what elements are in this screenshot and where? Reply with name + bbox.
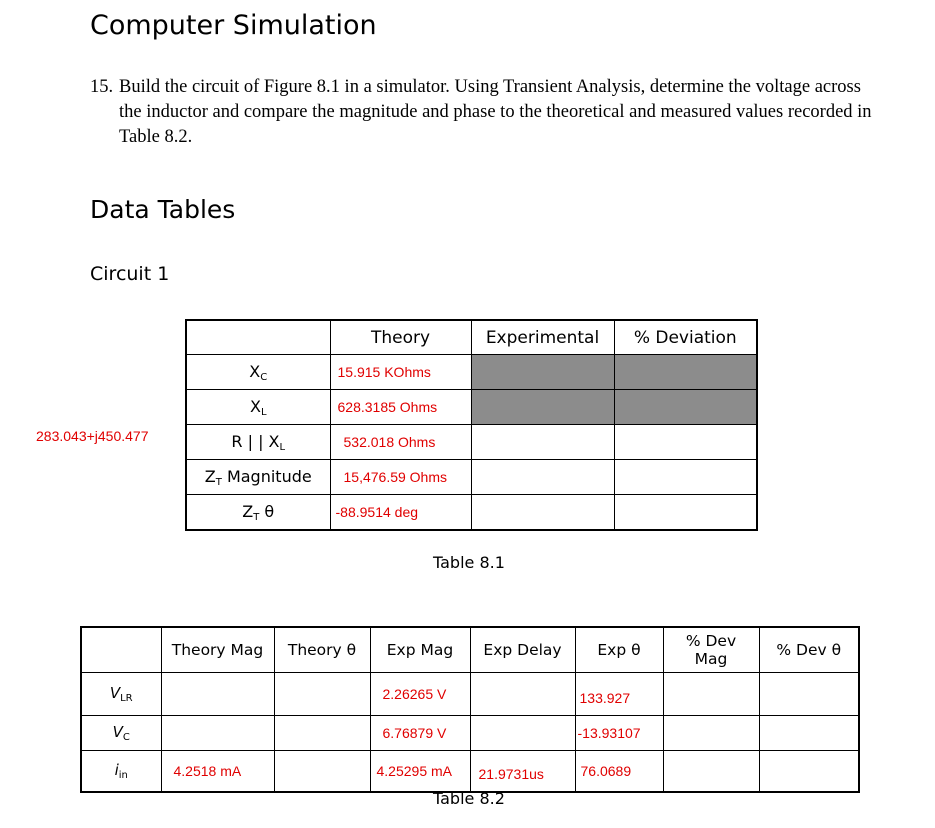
theory-cell[interactable]: 628.3185 Ohms [330,390,471,425]
row-label-vlr: $V_{LR}$ [81,673,161,716]
header-cell-exp-delay: Exp Delay [470,627,575,673]
dev-mag-cell[interactable] [663,673,759,716]
theory-mag-cell[interactable] [161,673,274,716]
dev-mag-cell[interactable] [663,716,759,751]
row-label-xc: $X_C$ [186,355,330,390]
question-15 [90,75,880,150]
table-8-2-caption: Table 8.2 [433,789,505,808]
row-label-xl: $X_L$ [186,390,330,425]
circuit-heading: Circuit 1 [90,263,170,285]
deviation-cell[interactable] [614,460,757,495]
experimental-cell [471,390,614,425]
table-row [81,751,859,793]
deviation-cell[interactable] [614,495,757,531]
table-header-row [81,627,859,673]
experimental-cell [471,355,614,390]
theory-theta-cell[interactable] [274,751,370,793]
theory-mag-cell[interactable] [161,716,274,751]
table-row [186,460,757,495]
header-cell-deviation: % Deviation [614,320,757,355]
header-cell-theory-theta: Theory θ [274,627,370,673]
row-label-iin: $i_{in}$ [81,751,161,793]
table-row [186,355,757,390]
experimental-cell[interactable] [471,495,614,531]
theory-cell[interactable]: 15,476.59 Ohms [330,460,471,495]
table-row [81,716,859,751]
table-row [81,673,859,716]
dev-theta-cell[interactable] [759,716,859,751]
question-text: Build the circuit of Figure 8.1 in a simulator. Using Transient Analysis, determine the voltage across the inductor and compare the magnitude and phase to the theoretical and measured values recorded in Table 8.2. [119,77,872,147]
theory-cell[interactable]: 15.915 KOhms [330,355,471,390]
header-cell-dev-theta: % Dev θ [759,627,859,673]
deviation-cell [614,355,757,390]
header-cell-empty [186,320,330,355]
table-row [186,495,757,531]
header-cell-exp-mag: Exp Mag [370,627,470,673]
theory-mag-cell[interactable]: 4.2518 mA [161,751,274,793]
table-row [186,390,757,425]
experimental-cell[interactable] [471,460,614,495]
row-label-zt-theta: $Z_T$ θ [186,495,330,531]
row-label-zt-magnitude: $Z_T$ Magnitude [186,460,330,495]
header-cell-theory: Theory [330,320,471,355]
header-cell-empty [81,627,161,673]
exp-theta-cell[interactable]: 133.927 [575,673,663,716]
exp-mag-cell[interactable]: 6.76879 V [370,716,470,751]
theory-cell[interactable]: -88.9514 deg [330,495,471,531]
section-heading-simulation: Computer Simulation [90,10,377,41]
row-label-r-parallel-xl: R | | $X_L$ [186,425,330,460]
dev-mag-cell[interactable] [663,751,759,793]
exp-mag-cell[interactable]: 4.25295 mA [370,751,470,793]
table-8-1-caption: Table 8.1 [433,553,505,572]
section-heading-data-tables: Data Tables [90,195,236,224]
exp-theta-cell[interactable]: -13.93107 [575,716,663,751]
exp-delay-cell[interactable] [470,716,575,751]
side-note-impedance: 283.043+j450.477 [36,428,149,444]
exp-theta-cell[interactable]: 76.0689 [575,751,663,793]
header-cell-dev-mag: % Dev Mag [663,627,759,673]
exp-delay-cell[interactable]: 21.9731us [470,751,575,793]
theory-theta-cell[interactable] [274,673,370,716]
exp-mag-cell[interactable]: 2.26265 V [370,673,470,716]
dev-theta-cell[interactable] [759,673,859,716]
exp-delay-cell[interactable] [470,673,575,716]
header-cell-experimental: Experimental [471,320,614,355]
table-row [186,425,757,460]
deviation-cell[interactable] [614,425,757,460]
table-8-2 [80,626,860,793]
question-number: 15. [90,77,114,97]
row-label-vc: $V_C$ [81,716,161,751]
table-header-row [186,320,757,355]
dev-theta-cell[interactable] [759,751,859,793]
table-8-1 [185,319,758,531]
experimental-cell[interactable] [471,425,614,460]
theory-cell[interactable]: 532.018 Ohms [330,425,471,460]
header-cell-exp-theta: Exp θ [575,627,663,673]
header-cell-theory-mag: Theory Mag [161,627,274,673]
deviation-cell [614,390,757,425]
theory-theta-cell[interactable] [274,716,370,751]
